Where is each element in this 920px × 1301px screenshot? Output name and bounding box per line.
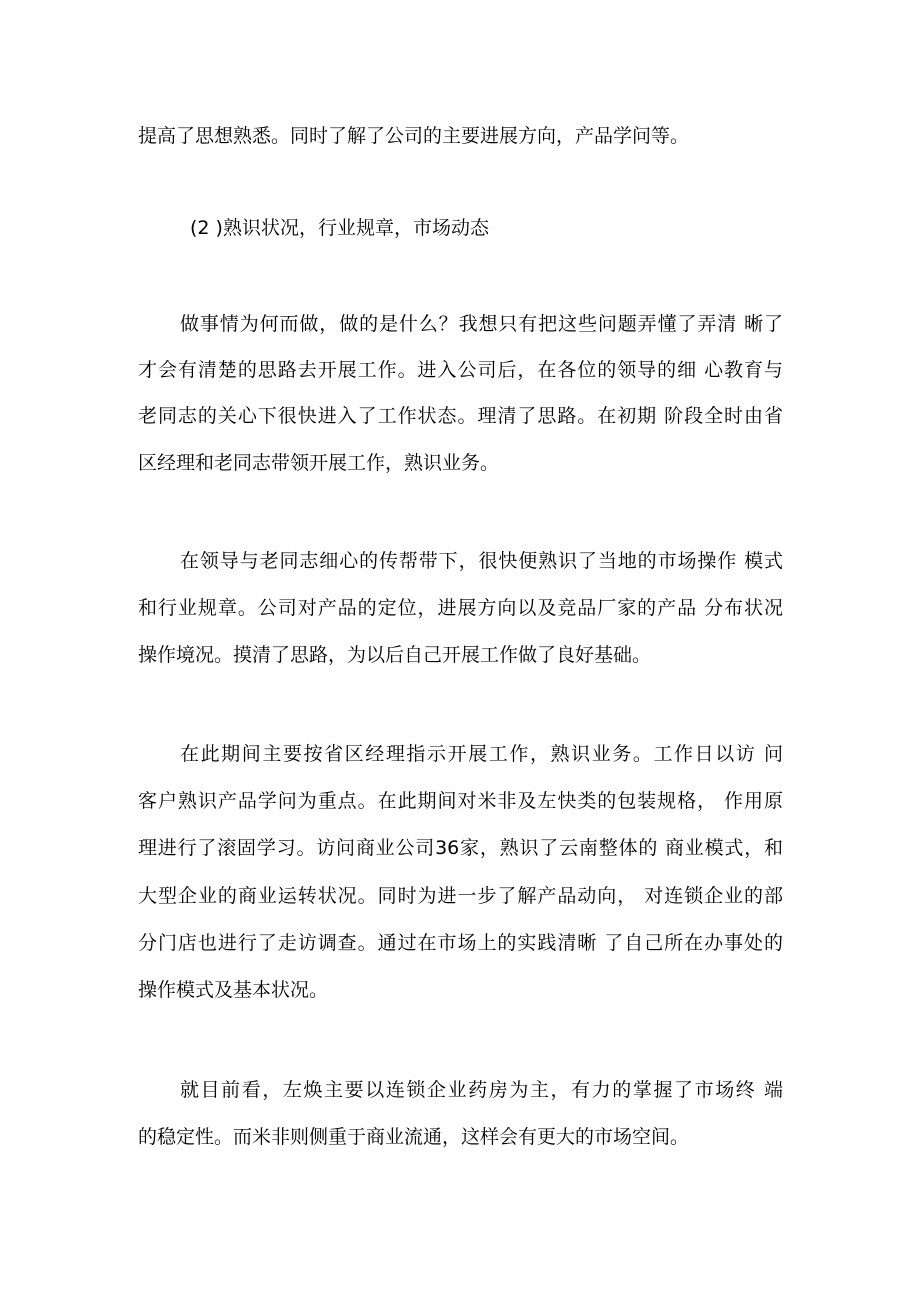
paragraph-line: 的稳定性。而米非则侧重于商业流通，这样会有更大的市场空间。: [138, 1126, 690, 1148]
paragraph-line: 大型企业的商业运转状况。同时为进一步了解产品动向， 对连锁企业的部: [138, 885, 783, 907]
paragraph-line: 在领导与老同志细心的传帮带下，很快便熟识了当地的市场操作 模式: [180, 550, 783, 572]
paragraph-line: 就目前看，左焕主要以连锁企业药房为主，有力的掌握了市场终 端: [180, 1079, 783, 1101]
paragraph-line: 提高了思想熟悉。同时了解了公司的主要进展方向，产品学问等。: [138, 125, 690, 147]
paragraph-line: 在此期间主要按省区经理指示开展工作，熟识业务。工作日以访 问: [180, 743, 783, 765]
paragraph-line: 才会有清楚的思路去开展工作。进入公司后，在各位的领导的细 心教育与: [138, 359, 783, 381]
paragraph-line: 客户熟识产品学问为重点。在此期间对米非及左快类的包装规格， 作用原: [138, 790, 783, 812]
paragraph-line: 理进行了滚固学习。访问商业公司36家，熟识了云南整体的 商业模式，和: [138, 837, 783, 859]
paragraph-line: 老同志的关心下很快进入了工作状态。理清了思路。在初期 阶段全时由省: [138, 405, 783, 427]
paragraph-line: 区经理和老同志带领开展工作，熟识业务。: [138, 452, 500, 474]
paragraph-line: 和行业规章。公司对产品的定位，进展方向以及竞品厂家的产品 分布状况: [138, 597, 783, 619]
section-heading: (2 )熟识状况，行业规章，市场动态: [190, 217, 489, 239]
paragraph-line: 操作境况。摸清了思路，为以后自己开展工作做了良好基础。: [138, 644, 652, 666]
paragraph-line: 分门店也进行了走访调查。通过在市场上的实践清晰 了自己所在办事处的: [138, 932, 783, 954]
paragraph-line: 操作模式及基本状况。: [138, 979, 329, 1001]
paragraph-line: 做事情为何而做，做的是什么？我想只有把这些问题弄懂了弄清 晰了: [180, 313, 783, 335]
